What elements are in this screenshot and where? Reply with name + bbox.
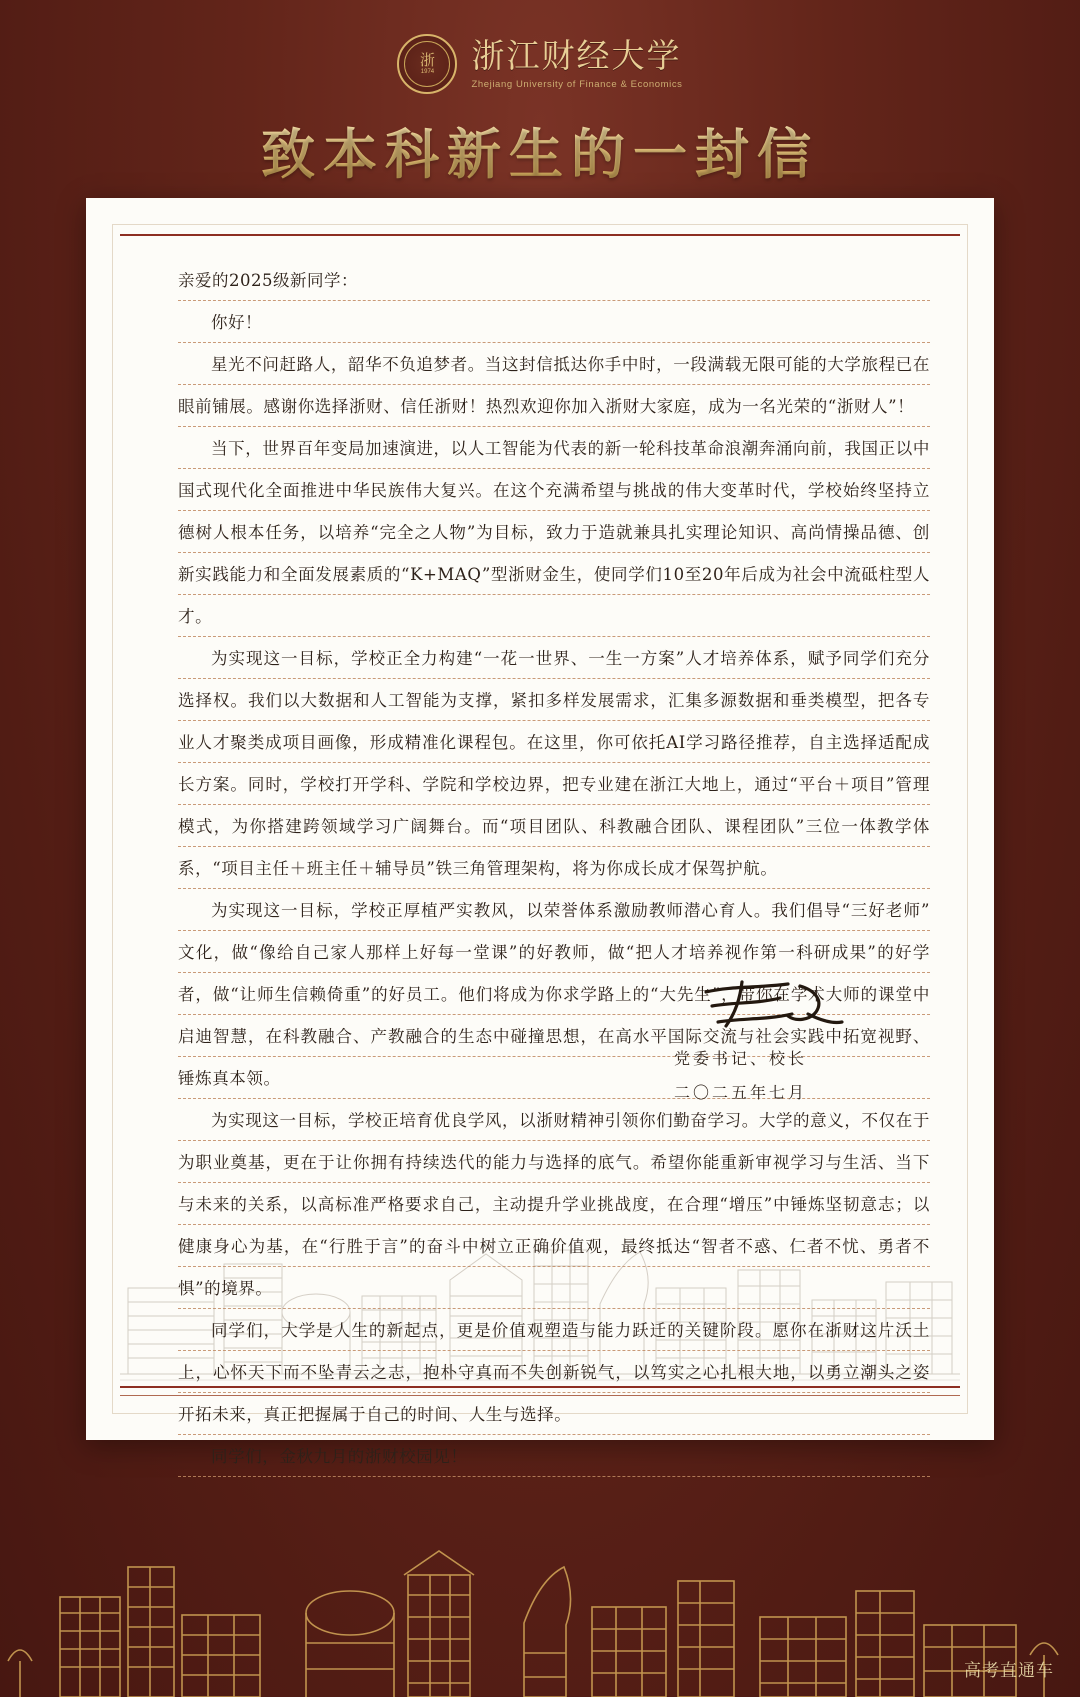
seal-mark: 浙: [419, 50, 435, 69]
university-logo: [0, 34, 1080, 94]
poster-header: [0, 0, 1080, 196]
watermark-label: 高考直通车: [964, 1661, 1054, 1681]
university-name-en: Zhejiang University of Finance & Economics: [471, 78, 683, 90]
letter-paragraph: 同学们，大学是人生的新起点，更是价值观塑造与能力跃迁的关键阶段。愿你在浙财这片沃土上，心怀天下而不坠青云之志，抱朴守真而不失创新锐气，以笃实之心扎根大地，以勇立潮头之姿开拓未来，真正把握属于自己的时间、人生与选择。: [178, 1321, 930, 1424]
letter-salutation: 亲爱的2025级新同学：: [178, 271, 358, 290]
signature-role: 党委书记、校长: [674, 1049, 808, 1068]
letter-paragraph: 为实现这一目标，学校正厚植严实教风，以荣誉体系激励教师潜心育人。我们倡导“三好老师”文化，做“像给自己家人那样上好每一堂课”的好教师，做“把人才培养视作第一科研成果”的好学者，做“让师生信赖倚重”的好员工。他们将成为你求学路上的“大先生”，带你在学术大师的课堂中启迪智慧，在科教融合、产教融合的生态中碰撞思想，在高水平国际交流与社会实践中拓宽视野、锤炼真本领。: [178, 901, 930, 1088]
letter-greeting: 你好！: [211, 313, 262, 332]
bottom-skyline-band: [0, 1447, 1080, 1697]
signature-date: 二〇二五年七月: [674, 1083, 808, 1102]
university-name-cn: 浙江财经大学: [471, 36, 682, 76]
letter-body: [178, 260, 930, 1478]
letter-paragraph: 星光不问赶路人，韶华不负追梦者。当这封信抵达你手中时，一段满载无限可能的大学旅程已在眼前铺展。感谢你选择浙财、信任浙财！热烈欢迎你加入浙财大家庭，成为一名光荣的“浙财人”！: [178, 355, 930, 416]
letter-paragraph: 为实现这一目标，学校正培育优良学风，以浙财精神引领你们勤奋学习。大学的意义，不仅在于为职业奠基，更在于让你拥有持续迭代的能力与选择的底气。希望你能重新审视学习与生活、当下与未来的关系，以高标准严格要求自己，主动提升学业挑战度，在合理“增压”中锤炼坚韧意志；以健康身心为基，在“行胜于言”的奋斗中树立正确价值观，最终抵达“智者不惑、仁者不忧、勇者不惧”的境界。: [178, 1111, 930, 1298]
letter-card: [86, 198, 994, 1466]
handwritten-signature-icon: [696, 978, 898, 1036]
letter-paragraph: 为实现这一目标，学校正全力构建“一花一世界、一生一方案”人才培养体系，赋予同学们充分选择权。我们以大数据和人工智能为支撑，紧扣多样发展需求，汇集多源数据和垂类模型，把各专业人才聚类成项目画像，形成精准化课程包。在这里，你可依托AI学习路径推荐，自主选择适配成长方案。同时，学校打开学科、学院和学校边界，把专业建在浙江大地上，通过“平台＋项目”管理模式，为你搭建跨领域学习广阔舞台。而“项目团队、科教融合团队、课程团队”三位一体教学体系，“项目主任＋班主任＋辅导员”铁三角管理架构，将为你成长成才保驾护航。: [178, 649, 930, 878]
letter-paragraph: 当下，世界百年变局加速演进，以人工智能为代表的新一轮科技革命浪潮奔涌向前，我国正以中国式现代化全面推进中华民族伟大复兴。在这个充满希望与挑战的伟大变革时代，学校始终坚持立德树人根本任务，以培养“完全之人物”为目标，致力于造就兼具扎实理论知识、高尚情操品德、创新实践能力和全面发展素质的“K+MAQ”型浙财金生，使同学们10至20年后成为社会中流砥柱型人才。: [178, 439, 930, 626]
page-title: 致本科新生的一封信: [0, 112, 1080, 189]
university-seal-icon: [397, 34, 457, 94]
letter-paragraph: 同学们，金秋九月的浙财校园见！: [211, 1447, 468, 1466]
card-top-rule: [120, 234, 960, 236]
signature-block: [668, 978, 898, 1110]
seal-year: 1974: [420, 68, 435, 75]
university-name-block: [471, 38, 682, 89]
